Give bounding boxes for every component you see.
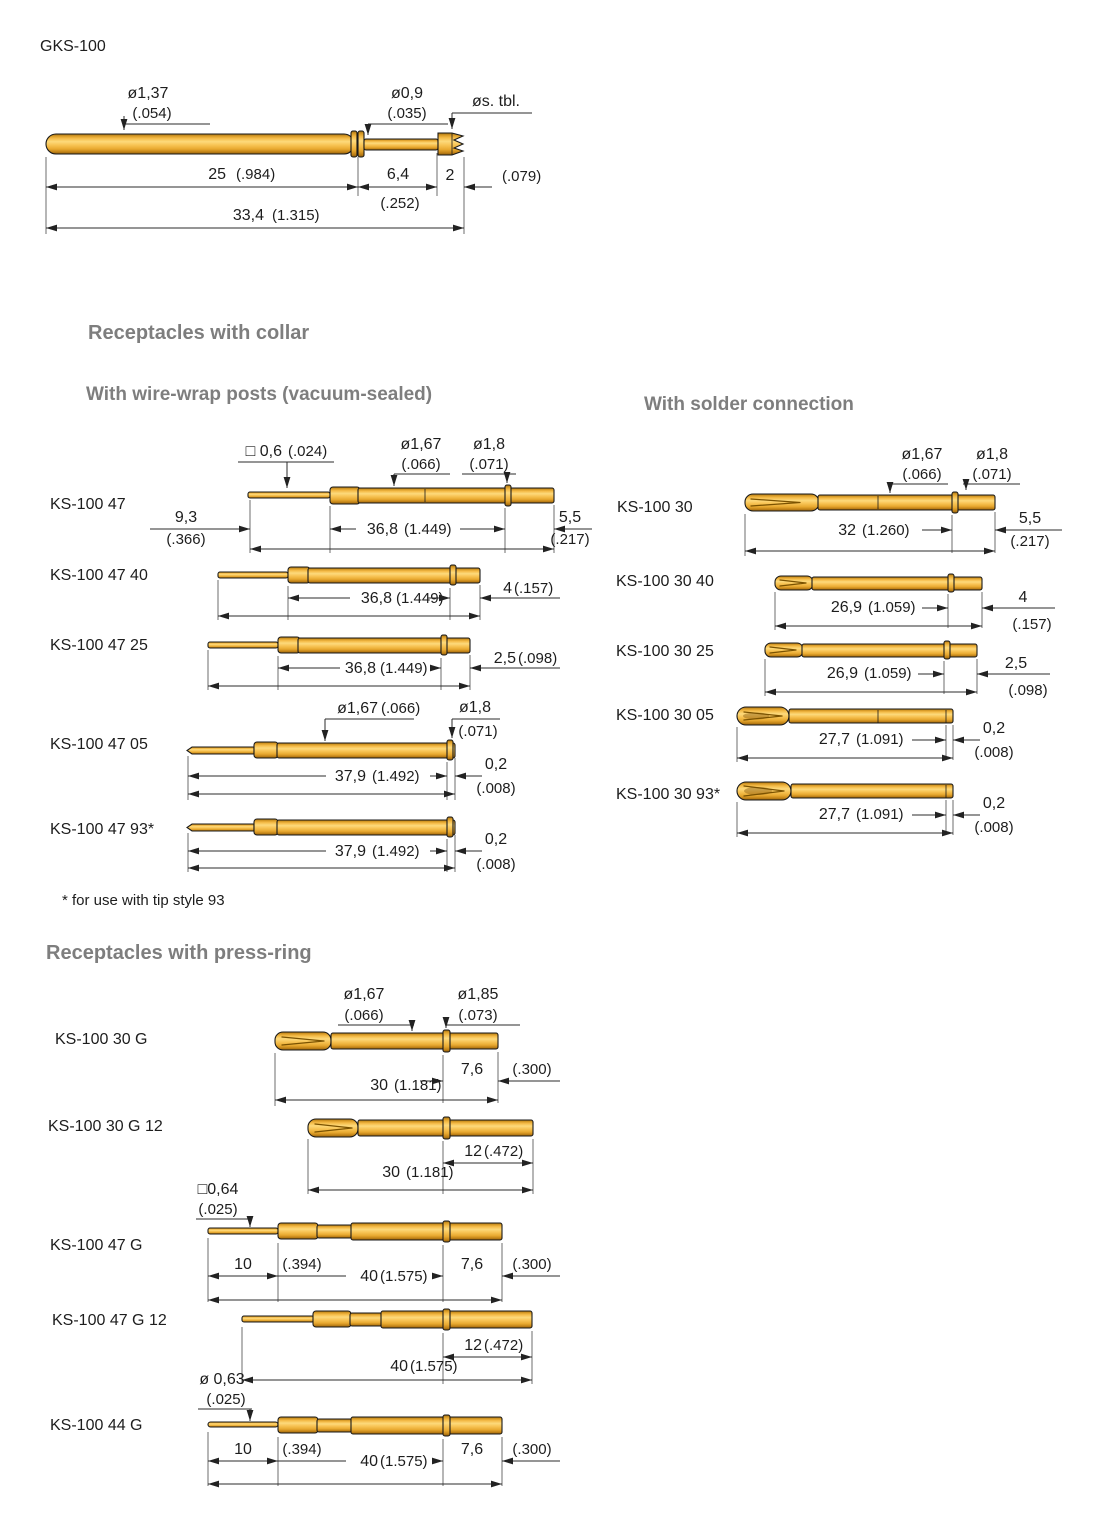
row-label-ks-100-44-g: KS-100 44 G bbox=[50, 1417, 143, 1434]
dim-text: (1.059) bbox=[868, 599, 916, 616]
probe-shape bbox=[208, 1221, 502, 1242]
dim-text: 25 bbox=[208, 166, 226, 183]
row-label-ks-100-30-93: KS-100 30 93* bbox=[616, 786, 721, 803]
dim-text: (.066) bbox=[401, 456, 441, 473]
dimensions bbox=[188, 831, 516, 873]
dim-text: 37,9 bbox=[334, 843, 366, 860]
dim-text: (.073) bbox=[458, 1007, 498, 1024]
dim-text: 2 bbox=[445, 167, 455, 184]
dim-text: (.079) bbox=[502, 168, 542, 185]
dim-text: 32 bbox=[838, 522, 856, 539]
ks-100-30-93-drawing bbox=[737, 782, 1014, 837]
dim-text: 7,6 bbox=[460, 1061, 484, 1078]
dim-text: (1.575) bbox=[410, 1358, 458, 1375]
dim-text: 12 bbox=[464, 1143, 482, 1160]
row-label-ks-100-30-40: KS-100 30 40 bbox=[616, 573, 714, 590]
ks-100-47-g-12-drawing bbox=[242, 1309, 532, 1384]
dim-text: 7,6 bbox=[460, 1441, 484, 1458]
dim-text: (.024) bbox=[288, 443, 328, 460]
dim-text: (1.091) bbox=[856, 806, 904, 823]
dim-text: 0,2 bbox=[484, 756, 508, 773]
dim-text: (.472) bbox=[484, 1143, 524, 1160]
dim-text: (.066) bbox=[344, 1007, 384, 1024]
dim-text: 27,7 bbox=[818, 731, 850, 748]
dim-text: 10 bbox=[234, 1441, 252, 1458]
ks-100-30-g-12-drawing bbox=[308, 1117, 533, 1194]
dim-text: (.217) bbox=[1010, 533, 1050, 550]
dim-text: 36,8 bbox=[344, 660, 376, 677]
dim-text: 33,4 bbox=[232, 207, 264, 224]
ks-100-47-25-drawing bbox=[208, 635, 560, 690]
dim-text: 40 bbox=[390, 1358, 408, 1375]
dim-text: (1.575) bbox=[380, 1268, 428, 1285]
dim-text: □ 0,6 bbox=[245, 443, 282, 460]
dim-text: (.300) bbox=[512, 1061, 552, 1078]
dim-text: ø0,9 bbox=[390, 85, 424, 102]
dim-text: 12 bbox=[464, 1337, 482, 1354]
dim-text: (.157) bbox=[514, 580, 554, 597]
dim-text: (1.181) bbox=[394, 1077, 442, 1094]
row-label-ks-100-30-g: KS-100 30 G bbox=[55, 1031, 148, 1048]
probe-shape bbox=[187, 817, 455, 837]
dimensions bbox=[308, 1139, 533, 1194]
row-label-ks-100-30: KS-100 30 bbox=[617, 499, 693, 516]
dim-text: (.035) bbox=[387, 105, 427, 122]
dim-text: (1.449) bbox=[404, 521, 452, 538]
dim-text: ø1,8 bbox=[975, 446, 1009, 463]
dim-text: (.157) bbox=[1012, 616, 1052, 633]
dim-text: (.472) bbox=[484, 1337, 524, 1354]
ks-100-47-g-drawing bbox=[196, 1181, 560, 1302]
row-label-ks-100-30-25: KS-100 30 25 bbox=[616, 643, 714, 660]
dim-text: (1.449) bbox=[396, 590, 444, 607]
row-label-ks-100-47-g-12: KS-100 47 G 12 bbox=[52, 1312, 167, 1329]
dim-text: 26,9 bbox=[826, 665, 858, 682]
dim-text: ø1,8 bbox=[472, 436, 506, 453]
section-heading-pressring: Receptacles with press-ring bbox=[46, 942, 312, 964]
row-label-ks-100-30-g-12: KS-100 30 G 12 bbox=[48, 1118, 163, 1135]
section-heading-wirewrap: With wire-wrap posts (vacuum-sealed) bbox=[86, 384, 433, 405]
dim-text: ø1,67 bbox=[343, 986, 385, 1003]
probe-shape bbox=[187, 740, 455, 760]
dim-text: (.984) bbox=[236, 166, 276, 183]
dimensions bbox=[208, 650, 560, 690]
dim-text: (.008) bbox=[974, 744, 1014, 761]
dim-text: 2,5 bbox=[493, 650, 516, 667]
dimensions bbox=[196, 1181, 560, 1302]
dim-text: 0,2 bbox=[982, 720, 1006, 737]
dim-text: 37,9 bbox=[334, 768, 366, 785]
dim-text: (1.315) bbox=[272, 207, 320, 224]
dim-text: (1.492) bbox=[372, 843, 420, 860]
dim-text: 40 bbox=[360, 1268, 378, 1285]
ks-100-30-g-drawing bbox=[275, 986, 560, 1106]
dimensions bbox=[775, 589, 1055, 633]
dim-text: ø1,67 bbox=[337, 700, 378, 717]
dim-text: ø 0,63 bbox=[199, 1371, 245, 1388]
ks-100-30-40-drawing bbox=[775, 574, 1055, 633]
row-label-ks-100-47: KS-100 47 bbox=[50, 496, 126, 513]
probe-shape bbox=[775, 574, 982, 592]
dim-text: 9,3 bbox=[174, 509, 198, 526]
dim-text: □0,64 bbox=[197, 1181, 239, 1198]
section-heading-solder: With solder connection bbox=[644, 394, 854, 415]
dimensions bbox=[46, 85, 541, 234]
dim-text: ø1,8 bbox=[458, 699, 492, 716]
row-label-ks-100-47-93: KS-100 47 93* bbox=[50, 821, 155, 838]
dim-text: (.054) bbox=[132, 105, 172, 122]
probe-shape bbox=[745, 492, 995, 513]
crown-tip bbox=[438, 133, 463, 155]
dim-text: 26,9 bbox=[830, 599, 862, 616]
dim-text: (.008) bbox=[974, 819, 1014, 836]
dim-text: (.098) bbox=[518, 650, 558, 667]
ks-100-47-93-drawing bbox=[187, 817, 516, 873]
dim-text: 2,5 bbox=[1004, 655, 1028, 672]
probe-shape bbox=[208, 1415, 502, 1436]
dim-text: 40 bbox=[360, 1453, 378, 1470]
section-heading-collar: Receptacles with collar bbox=[88, 322, 310, 344]
dim-text: ø1,85 bbox=[457, 986, 499, 1003]
dim-text: 0,2 bbox=[484, 831, 508, 848]
probe-shape bbox=[737, 782, 953, 800]
dim-text: (.071) bbox=[458, 723, 498, 740]
dimensions bbox=[737, 795, 1014, 837]
dim-text: (.008) bbox=[476, 780, 516, 797]
probe-shape bbox=[737, 707, 953, 725]
dim-text: (.098) bbox=[1008, 682, 1048, 699]
probe-shape bbox=[248, 485, 554, 506]
dim-text: (.071) bbox=[972, 466, 1012, 483]
dimensions bbox=[242, 1327, 532, 1384]
dim-text: 5,5 bbox=[1018, 510, 1042, 527]
dimensions bbox=[765, 655, 1050, 699]
row-label-ks-100-30-05: KS-100 30 05 bbox=[616, 707, 714, 724]
row-label-ks-100-47-05: KS-100 47 05 bbox=[50, 736, 148, 753]
ks-100-30-05-drawing bbox=[737, 707, 1014, 762]
ks-100-44-g-drawing bbox=[198, 1371, 560, 1486]
dim-text: 36,8 bbox=[366, 521, 398, 538]
dim-text: 0,2 bbox=[982, 795, 1006, 812]
dim-text: (1.449) bbox=[380, 660, 428, 677]
ks-100-47-drawing bbox=[150, 436, 592, 553]
dim-text: (.300) bbox=[512, 1256, 552, 1273]
dim-text: (.217) bbox=[550, 531, 590, 548]
dim-text: (1.091) bbox=[856, 731, 904, 748]
dim-text: (.025) bbox=[206, 1391, 246, 1408]
ks-100-47-05-drawing bbox=[187, 699, 516, 800]
row-label-ks-100-47-40: KS-100 47 40 bbox=[50, 567, 148, 584]
ks-100-30-drawing bbox=[745, 446, 1062, 556]
dim-text: ø1,37 bbox=[127, 85, 169, 102]
dim-text: ø1,67 bbox=[400, 436, 442, 453]
ks-100-47-40-drawing bbox=[218, 565, 560, 620]
probe-shape bbox=[208, 635, 470, 655]
dim-text: (.066) bbox=[902, 466, 942, 483]
dim-text: 7,6 bbox=[460, 1256, 484, 1273]
footnote: * for use with tip style 93 bbox=[62, 892, 225, 909]
probe-shape bbox=[765, 641, 977, 659]
dim-text: ø1,67 bbox=[901, 446, 943, 463]
row-label-ks-100-47-g: KS-100 47 G bbox=[50, 1237, 143, 1254]
dim-text: (1.059) bbox=[864, 665, 912, 682]
dim-text: (1.492) bbox=[372, 768, 420, 785]
probe-shape bbox=[275, 1030, 498, 1052]
dimensions bbox=[218, 580, 560, 620]
dim-text: 27,7 bbox=[818, 806, 850, 823]
gks-100-drawing bbox=[46, 85, 541, 234]
dim-text: (.071) bbox=[469, 456, 509, 473]
dim-text: 30 bbox=[382, 1164, 400, 1181]
dim-text: 4 bbox=[503, 580, 512, 597]
dim-text: 30 bbox=[370, 1077, 388, 1094]
dim-text: (.066) bbox=[381, 700, 421, 717]
ks-100-30-25-drawing bbox=[765, 641, 1050, 699]
dim-text: (.252) bbox=[380, 195, 420, 212]
dim-text: 10 bbox=[234, 1256, 252, 1273]
dim-text: (.008) bbox=[476, 856, 516, 873]
probe-shape bbox=[218, 565, 480, 585]
dim-text: 36,8 bbox=[360, 590, 392, 607]
row-label-ks-100-47-25: KS-100 47 25 bbox=[50, 637, 148, 654]
dim-text: (.394) bbox=[282, 1256, 322, 1273]
dim-text: (.300) bbox=[512, 1441, 552, 1458]
dim-text: 4 bbox=[1018, 589, 1028, 606]
dim-text: øs. tbl. bbox=[471, 93, 521, 110]
dim-text: (1.181) bbox=[406, 1164, 454, 1181]
probe-shape bbox=[46, 131, 463, 157]
dim-text: 5,5 bbox=[558, 509, 582, 526]
probe-shape bbox=[242, 1309, 532, 1330]
dim-text: (1.575) bbox=[380, 1453, 428, 1470]
dim-text: (.366) bbox=[166, 531, 206, 548]
dimensions bbox=[737, 720, 1014, 762]
page-title: GKS-100 bbox=[40, 38, 106, 55]
dim-text: (.025) bbox=[198, 1201, 238, 1218]
dim-text: (1.260) bbox=[862, 522, 910, 539]
dim-text: (.394) bbox=[282, 1441, 322, 1458]
probe-shape bbox=[308, 1117, 533, 1139]
dim-text: 6,4 bbox=[386, 166, 410, 183]
